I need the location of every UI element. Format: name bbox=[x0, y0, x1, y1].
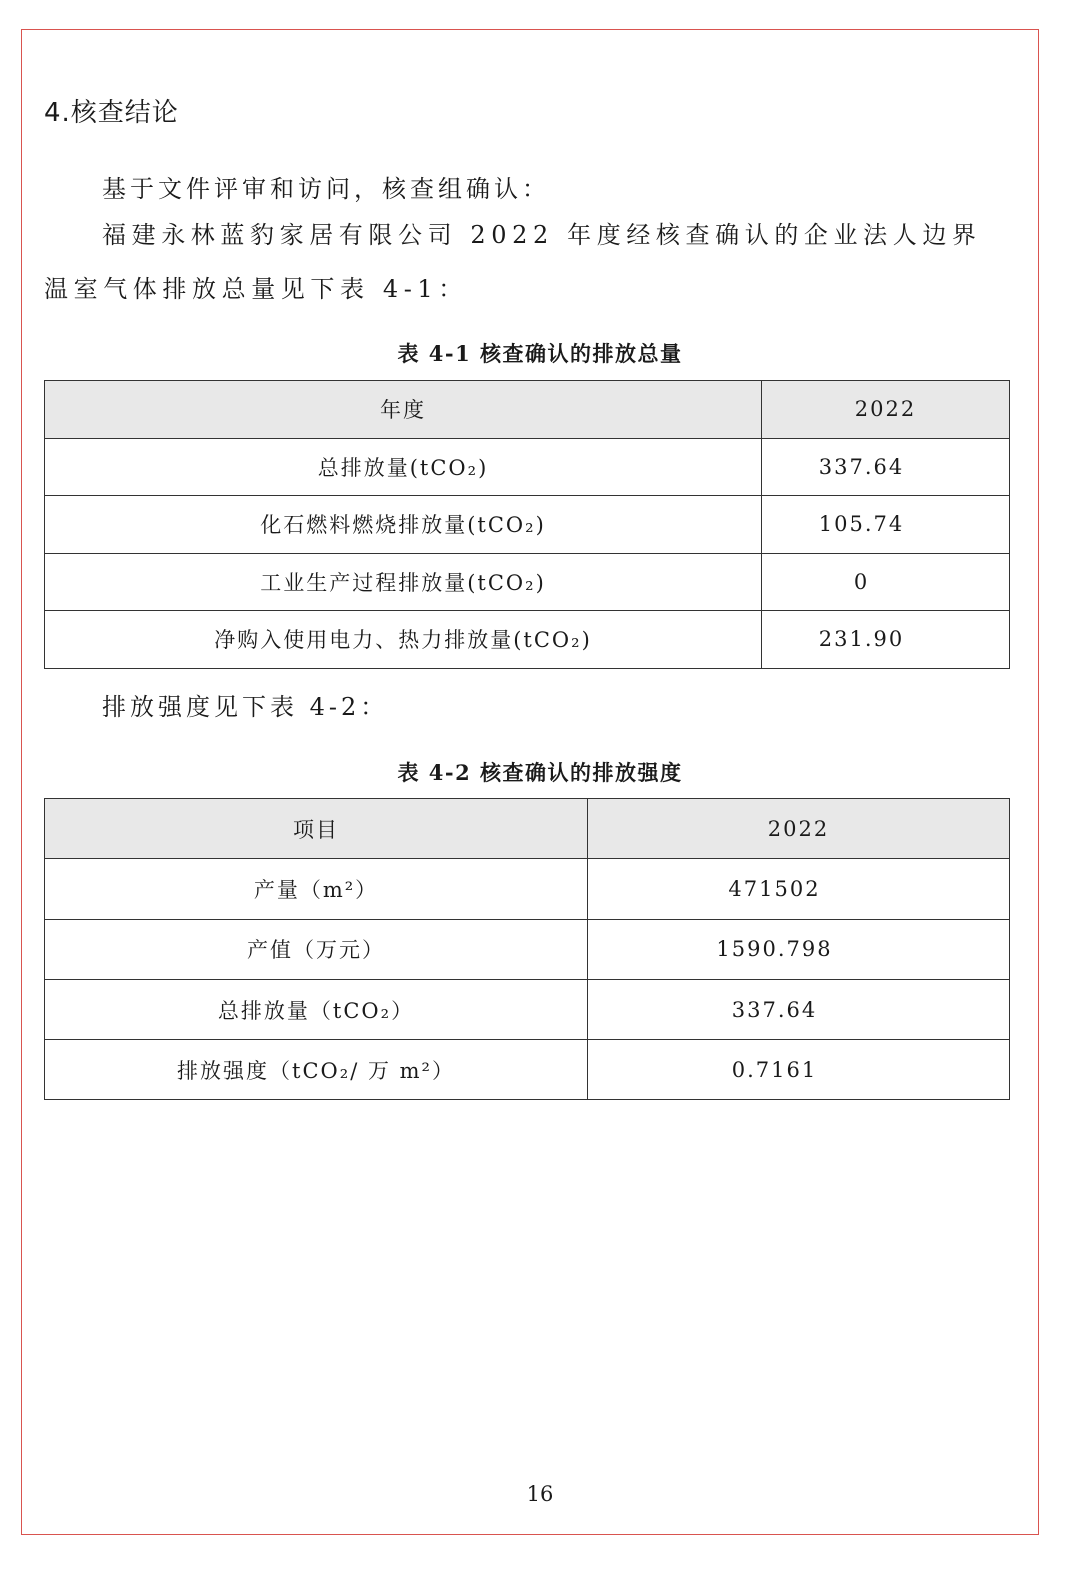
header-cell-item: 项目 bbox=[45, 799, 588, 859]
row-value: 0.7161 bbox=[588, 1040, 1010, 1100]
table-row bbox=[45, 859, 1010, 919]
row-value: 471502 bbox=[588, 859, 1010, 919]
page-number: 16 bbox=[526, 1482, 554, 1506]
table-header-row bbox=[45, 381, 1010, 439]
table1-caption: 表 4-1 核查确认的排放总量 bbox=[397, 341, 683, 366]
table-row bbox=[45, 919, 1010, 979]
row-label: 产量（m²） bbox=[45, 859, 588, 919]
row-label: 工业生产过程排放量(tCO₂) bbox=[45, 553, 762, 611]
table2-caption: 表 4-2 核查确认的排放强度 bbox=[397, 760, 683, 785]
emissions-intensity-table bbox=[44, 798, 1010, 1100]
paragraph-summary: 福建永林蓝豹家居有限公司 2022 年度经核查确认的企业法人边界温室气体排放总量见下表 4-1： bbox=[44, 221, 982, 303]
row-label: 总排放量（tCO₂） bbox=[45, 979, 588, 1039]
table-header-row bbox=[45, 799, 1010, 859]
row-value: 337.64 bbox=[762, 438, 1010, 496]
row-label: 净购入使用电力、热力排放量(tCO₂) bbox=[45, 611, 762, 669]
row-value: 337.64 bbox=[588, 979, 1010, 1039]
row-value: 0 bbox=[762, 553, 1010, 611]
table-row bbox=[45, 438, 1010, 496]
row-label: 排放强度（tCO₂/ 万 m²） bbox=[45, 1040, 588, 1100]
row-value: 105.74 bbox=[762, 496, 1010, 554]
table-row bbox=[45, 611, 1010, 669]
table-row bbox=[45, 1040, 1010, 1100]
header-cell-label: 年度 bbox=[45, 381, 762, 439]
paragraph-intro: 基于文件评审和访问，核查组确认： bbox=[102, 175, 550, 203]
row-value: 231.90 bbox=[762, 611, 1010, 669]
emissions-total-table bbox=[44, 380, 1010, 669]
header-cell-year: 2022 bbox=[588, 799, 1010, 859]
row-value: 1590.798 bbox=[588, 919, 1010, 979]
section-title: 4.核查结论 bbox=[44, 98, 179, 128]
table-row bbox=[45, 979, 1010, 1039]
table-row bbox=[45, 496, 1010, 554]
row-label: 总排放量(tCO₂) bbox=[45, 438, 762, 496]
paragraph-intensity: 排放强度见下表 4-2： bbox=[102, 693, 389, 721]
row-label: 化石燃料燃烧排放量(tCO₂) bbox=[45, 496, 762, 554]
row-label: 产值（万元） bbox=[45, 919, 588, 979]
header-cell-year: 2022 bbox=[762, 381, 1010, 439]
table-row bbox=[45, 553, 1010, 611]
